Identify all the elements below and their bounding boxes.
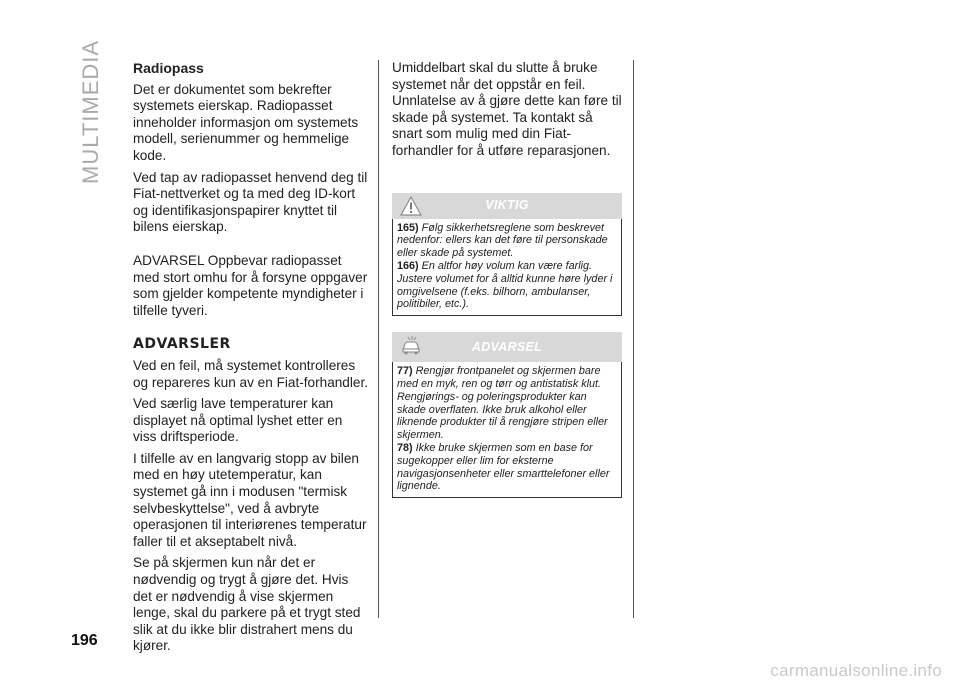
notice-item: 77) Rengjør frontpanelet og skjermen bare med en myk, ren og tørr og antistatisk klut. Rengjørings- og poleringsprodukter kan skade overflaten. Ikke bruk alkohol eller liknende produkter til å rengjøre stripen eller skjermen. [397, 365, 608, 442]
paragraph: ADVARSEL Oppbevar radiopasset med stort omhu for å forsyne oppgaver som gjelder kompetente myndigheter i tilfelle tyveri. [133, 252, 368, 318]
car-care-icon [400, 335, 422, 355]
paragraph: Det er dokumentet som bekrefter systemets eierskap. Radiopasset inneholder informasjon om systemets modell, serienummer og hemmelige kode. [133, 81, 359, 163]
paragraph: Ved en feil, må systemet kontrolleres og repareres kun av en Fiat-forhandler. [133, 357, 369, 390]
notice-title: VIKTIG [485, 198, 529, 213]
notice-item: 165) Følg sikkerhetsreglene som beskrevet nedenfor: ellers kan det føre til personskade eller skade på systemet. [397, 221, 608, 260]
section-label: MULTIMEDIA [78, 39, 103, 184]
column-divider [633, 60, 634, 618]
notice-content [392, 362, 622, 498]
notice-item: 78) Ikke bruke skjermen som en base for sugekopper eller lim for eksterne navigasjonsenheter eller smarttelefoner eller lignende. [397, 441, 610, 493]
right-column [392, 60, 622, 498]
notice-box-advarsel [392, 332, 622, 498]
paragraph: Se på skjermen kun når det er nødvendig og trygt å gjøre det. Hvis det er nødvendig å vise skjermen lenge, skal du parkere på et trygt sted slik at du ikke blir distrahert mens du kjører. [133, 555, 361, 654]
notice-item: 166) En altfor høy volum kan være farlig. Justere volumet for å alltid kunne høre lyder i omgivelsene (f.eks. bilhorn, ambulanser, politibiler, etc.). [397, 259, 613, 311]
heading-advarsler: ADVARSLER [133, 336, 231, 353]
notice-header [392, 332, 622, 362]
footer-watermark: carmanualsonline.info [770, 661, 942, 680]
notice-title: ADVARSEL [471, 339, 543, 354]
column-divider [378, 60, 379, 618]
notice-box-viktig [392, 193, 622, 317]
notice-content [392, 219, 622, 317]
page-number: 196 [71, 632, 98, 649]
notice-header [392, 193, 622, 219]
heading-radiopass: Radiopass [133, 60, 204, 76]
paragraph: I tilfelle av en langvarig stopp av bilen med en høy utetemperatur, kan systemet gå inn i modusen "termisk selvbeskyttelse", ved å avbryte operasjonen til interiørenes temperatur faller til et akseptabelt nivå. [133, 450, 367, 549]
paragraph: Ved særlig lave temperaturer kan displayet nå optimal lyshet etter en viss driftsperiode. [133, 396, 343, 445]
paragraph: Ved tap av radiopasset henvend deg til Fiat-nettverket og ta med deg ID-kort og identifikasjonspapirer knyttet til bilens eierskap. [133, 169, 368, 235]
left-column [133, 60, 369, 660]
paragraph: Umiddelbart skal du slutte å bruke systemet når det oppstår en feil. Unnlatelse av å gjøre dette kan føre til skade på systemet. Ta kontakt så snart som mulig med din Fiat-forhandler for å utføre reparasjonen. [392, 60, 622, 158]
warning-triangle-icon [400, 196, 422, 216]
